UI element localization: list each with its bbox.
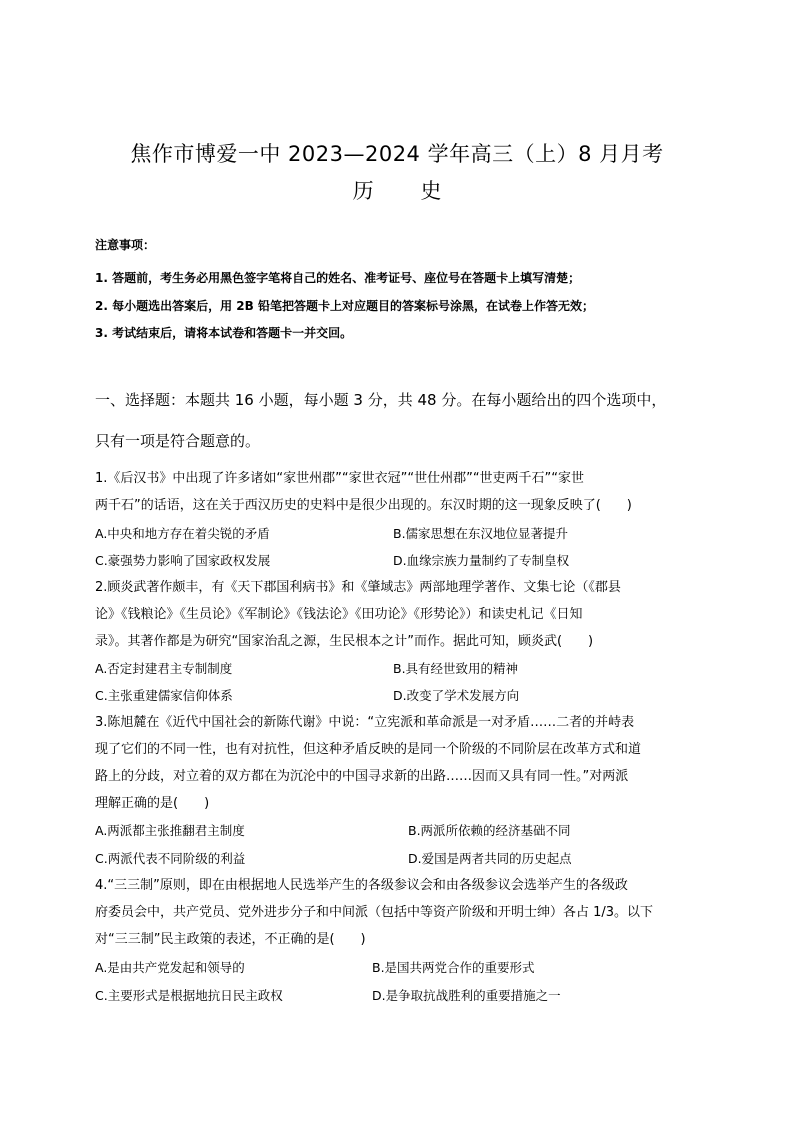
question-2-line-1: 2.顾炎武著作颇丰，有《天下郡国利病书》和《肇域志》两部地理学著作、文集七论（《郡县	[95, 580, 621, 595]
question-3-option-d[interactable]: D.爱国是两者共同的历史起点	[408, 851, 572, 866]
question-2-option-d[interactable]: D.改变了学术发展方向	[393, 688, 520, 703]
question-1-line-2: 两千石”的话语，这在关于西汉历史的史料中是很少出现的。东汉时期的这一现象反映了( )	[95, 498, 632, 513]
question-4-line-1: 4.“三三制”原则，即在由根据地人民选举产生的各级参议会和由各级参议会选举产生的各级政	[95, 878, 628, 893]
question-2-option-a[interactable]: A.否定封建君主专制制度	[95, 661, 233, 676]
section-heading-line-1: 一、选择题：本题共 16 小题，每小题 3 分，共 48 分。在每小题给出的四个选项中，	[95, 391, 667, 409]
question-2-option-b[interactable]: B.具有经世致用的精神	[393, 661, 519, 676]
question-4-option-a[interactable]: A.是由共产党发起和领导的	[95, 960, 245, 975]
question-1-option-b[interactable]: B.儒家思想在东汉地位显著提升	[393, 526, 569, 541]
section-heading-line-2: 只有一项是符合题意的。	[95, 432, 261, 450]
question-1-option-a[interactable]: A.中央和地方存在着尖锐的矛盾	[95, 526, 270, 541]
notice-item-2: 2. 每小题选出答案后，用 2B 铅笔把答题卡上对应题目的答案标号涂黑，在试卷上作答无效；	[95, 299, 594, 313]
notice-item-1: 1. 答题前，考生务必用黑色签字笔将自己的姓名、准考证号、座位号在答题卡上填写清楚；	[95, 271, 581, 285]
question-2-line-3: 录》。其著作都是为研究“国家治乱之源，生民根本之计”而作。据此可知，顾炎武( )	[95, 634, 594, 649]
subject-char-1: 历	[352, 179, 374, 203]
question-1-option-c[interactable]: C.豪强势力影响了国家政权发展	[95, 553, 271, 568]
question-2-line-2: 论》《钱粮论》《生员论》《军制论》《钱法论》《田功论》《形势论》）和读史札记《日知	[95, 607, 583, 622]
question-4-option-c[interactable]: C.主要形式是根据地抗日民主政权	[95, 988, 283, 1003]
question-4-line-3: 对“三三制”民主政策的表述，不正确的是( )	[95, 932, 366, 947]
question-3-line-3: 路上的分歧，对立着的双方都在为沉沦中的中国寻求新的出路……因而又具有同一性。”对两派	[95, 769, 629, 784]
question-3-option-b[interactable]: B.两派所依赖的经济基础不同	[408, 823, 571, 838]
question-2-option-c[interactable]: C.主张重建儒家信仰体系	[95, 688, 233, 703]
question-3-line-4: 理解正确的是( )	[95, 796, 210, 811]
exam-title: 焦作市博爱一中 2023—2024 学年高三（上）8 月月考	[130, 142, 664, 166]
question-3-option-c[interactable]: C.两派代表不同阶级的利益	[95, 851, 246, 866]
question-4-option-b[interactable]: B.是国共两党合作的重要形式	[372, 960, 535, 975]
notice-heading: 注意事项：	[95, 238, 156, 252]
question-4-line-2: 府委员会中，共产党员、党外进步分子和中间派（包括中等资产阶级和开明士绅）各占 1/3。以下	[95, 905, 654, 920]
subject-char-2: 史	[420, 179, 442, 203]
notice-item-3: 3. 考试结束后，请将本试卷和答题卡一并交回。	[95, 326, 353, 340]
question-3-line-1: 3.陈旭麓在《近代中国社会的新陈代谢》中说：“立宪派和革命派是一对矛盾……二者的并峙表	[95, 715, 635, 730]
question-4-option-d[interactable]: D.是争取抗战胜利的重要措施之一	[372, 988, 561, 1003]
question-3-option-a[interactable]: A.两派都主张推翻君主制度	[95, 823, 245, 838]
subject-title	[0, 177, 794, 205]
question-1-option-d[interactable]: D.血缘宗族力量制约了专制皇权	[393, 553, 570, 568]
question-3-line-2: 现了它们的不同一性，也有对抗性，但这种矛盾反映的是同一个阶级的不同阶层在改革方式和道	[95, 742, 642, 757]
question-1-line-1: 1.《后汉书》中出现了许多诸如“家世州郡”“家世衣冠”“世仕州郡”“世吏两千石”“家世	[95, 471, 585, 486]
